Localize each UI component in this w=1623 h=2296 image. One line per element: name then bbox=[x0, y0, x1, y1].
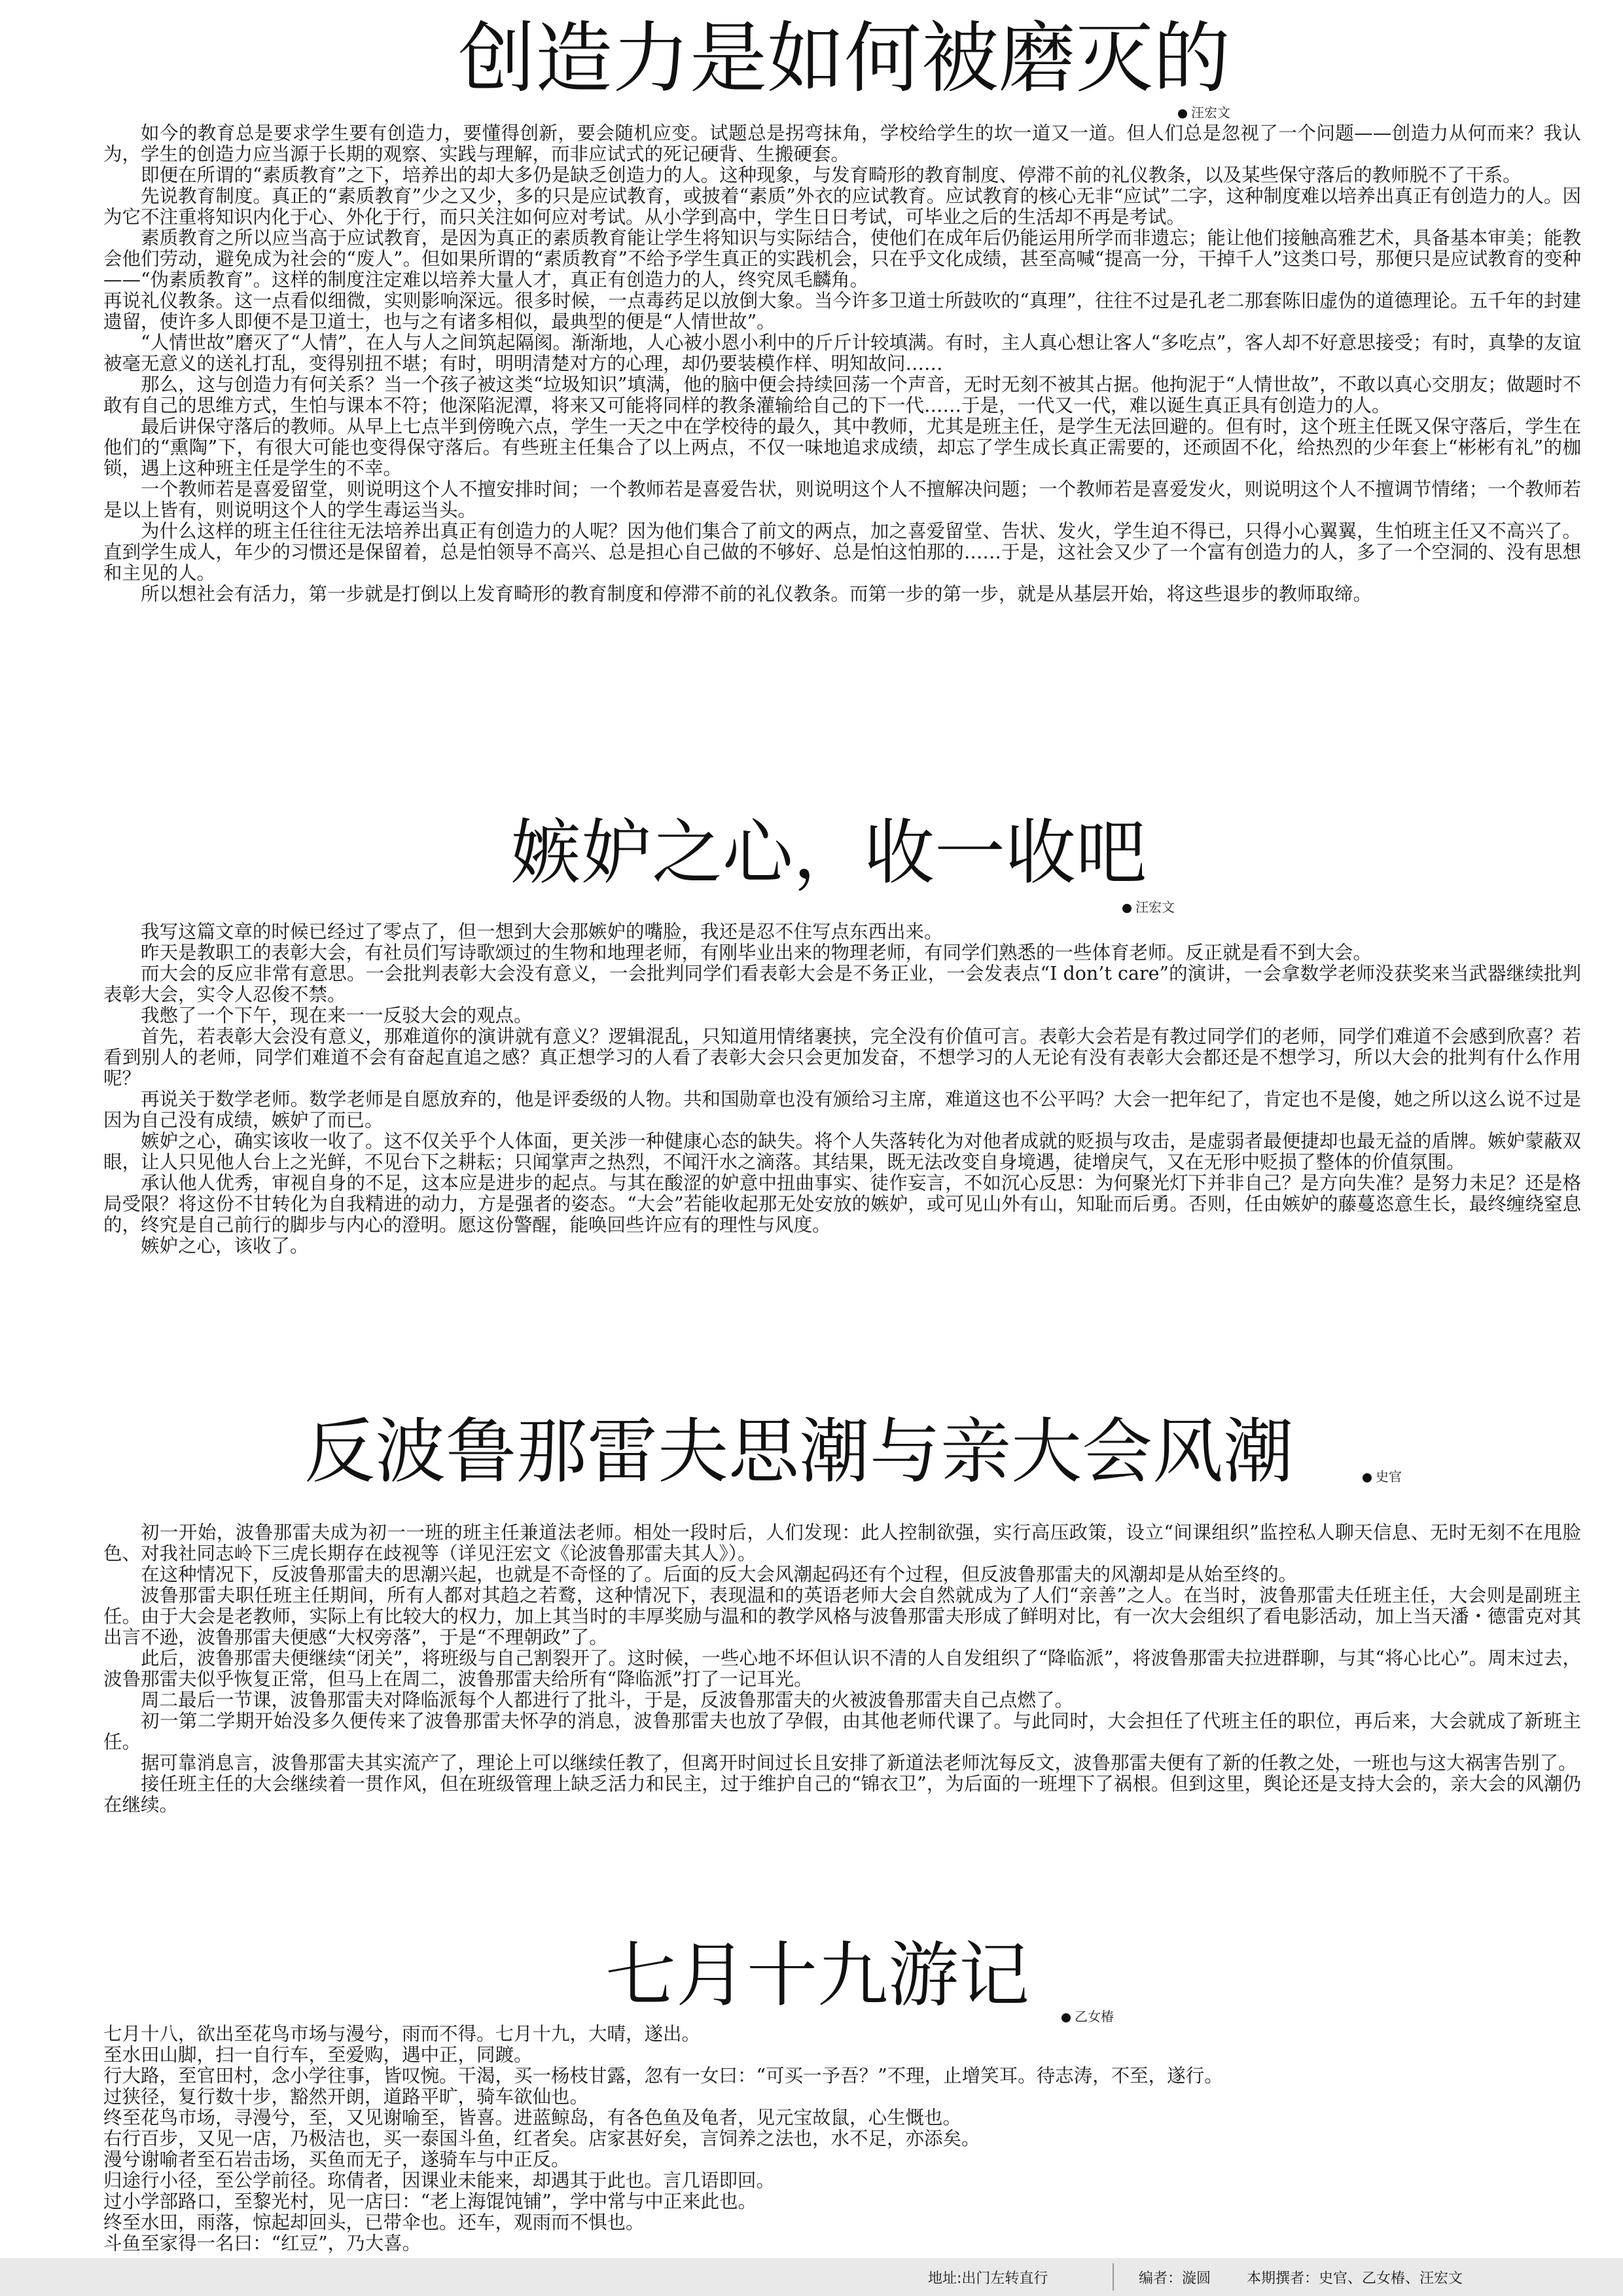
paragraph: 终至水田，雨落，惊起却回头，已带伞也。还车，观雨而不惧也。 bbox=[103, 2212, 645, 2233]
paragraph: 嫉妒之心，该收了。 bbox=[141, 1235, 309, 1257]
paragraph: 先说教育制度。真正的“素质教育”少之又少，多的只是应试教育，或披着“素质”外衣的应试教育。应试教育的核心无非“应试”二字，这种制度难以培养出真正有创造力的人。因为它不注重将知识内化于心、外化于行，而只关注如何应对考试。从小学到高中，学生日日考试，可毕业之后的生活却不再是考试。 bbox=[103, 185, 1581, 228]
article-body bbox=[103, 2024, 1581, 2254]
paragraph: 过小学部路口，至黎光村，见一店曰：“老上海馄饨铺”，学中常与中正来此也。 bbox=[103, 2191, 757, 2212]
article-body bbox=[103, 1522, 1581, 1816]
bullet-icon bbox=[1178, 109, 1187, 118]
article-byline bbox=[1061, 2006, 1114, 2025]
footer-editor: 编者：漩圆 bbox=[1139, 2270, 1211, 2287]
footer-bar bbox=[0, 2258, 1623, 2296]
paragraph: 再说礼仪教条。这一点看似细微，实则影响深远。很多时候，一点毒药足以放倒大象。当今许多卫道士所鼓吹的“真理”，往往不过是孔老二那套陈旧虚伪的道德理论。五千年的封建遗留，使许多人即便不是卫道士，也与之有诸多相似，最典型的便是“人情世故”。 bbox=[103, 290, 1581, 332]
paragraph: 嫉妒之心，确实该收一收了。这不仅关乎个人体面，更关涉一种健康心态的缺失。将个人失落转化为对他者成就的贬损与攻击，是虚弱者最便捷却也最无益的盾牌。嫉妒蒙蔽双眼，让人只见他人台上之光鲜，不见台下之耕耘；只闻掌声之热烈，不闻汗水之滴落。其结果，既无法改变自身境遇，徒增戾气，又在无形中贬损了整体的价值氛围。 bbox=[103, 1130, 1581, 1173]
paragraph: 此后，波鲁那雷夫便继续“闭关”，将班级与自己割裂开了。这时候，一些心地不坏但认识不清的人自发组织了“降临派”，将波鲁那雷夫拉进群聊，与其“将心比心”。周末过去，波鲁那雷夫似乎恢复正常，但马上在周二，波鲁那雷夫给所有“降临派”打了一记耳光。 bbox=[103, 1647, 1581, 1690]
paragraph: 周二最后一节课，波鲁那雷夫对降临派每个人都进行了批斗，于是，反波鲁那雷夫的火被波鲁那雷夫自己点燃了。 bbox=[141, 1689, 1074, 1711]
paragraph: 而大会的反应非常有意思。一会批判表彰大会没有意义，一会批判同学们看表彰大会是不务正业，一会发表点“I don’t care”的演讲，一会拿数学老师没获奖来当武器继续批判表彰大会，实令人忍俊不禁。 bbox=[103, 963, 1581, 1005]
byline-author: 汪宏文 bbox=[1135, 899, 1175, 915]
bullet-icon bbox=[1122, 904, 1132, 913]
paragraph: 据可靠消息言，波鲁那雷夫其实流产了，理论上可以继续任教了，但离开时间过长且安排了新道法老师沈每反文，波鲁那雷夫便有了新的任教之处，一班也与这大祸害告别了。 bbox=[141, 1752, 1577, 1774]
paragraph: “人情世故”磨灭了“人情”，在人与人之间筑起隔阂。渐渐地，人心被小恩小利中的斤斤计较填满。有时，主人真心想让客人“多吃点”，客人却不好意思接受；有时，真挚的友谊被毫无意义的送礼打乱，变得别扭不堪；有时，明明清楚对方的心理，却仍要装模作样、明知故问…… bbox=[103, 332, 1581, 374]
paragraph: 承认他人优秀，审视自身的不足，这本应是进步的起点。与其在酸涩的妒意中扭曲事实、徒作妄言，不如沉心反思：为何聚光灯下并非自己？是方向失准？是努力未足？还是格局受限？将这份不甘转化为自我精进的动力，方是强者的姿态。“大会”若能收起那无处安放的嫉妒，或可见山外有山，知耻而后勇。否则，任由嫉妒的藤蔓恣意生长，最终缠绕窒息的，终究是自己前行的脚步与内心的澄明。愿这份警醒，能唤回些许应有的理性与风度。 bbox=[103, 1172, 1581, 1236]
paragraph: 最后讲保守落后的教师。从早上七点半到傍晚六点，学生一天之中在学校待的最久，其中教师，尤其是班主任，是学生无法回避的。但有时，这个班主任既又保守落后，学生在他们的“熏陶”下，有很大可能也变得保守落后。有些班主任集合了以上两点，不仅一味地追求成绩，却忘了学生成长真正需要的，还顽固不化，给热烈的少年套上“彬彬有礼”的枷锁，遇上这种班主任是学生的不幸。 bbox=[103, 416, 1581, 479]
paragraph: 终至花鸟市场，寻漫兮，至，又见谢喻至，皆喜。进蓝鲸岛，有各色鱼及龟者，见元宝故鼠，心生慨也。 bbox=[103, 2107, 962, 2128]
paragraph: 即便在所谓的“素质教育”之下，培养出的却大多仍是缺乏创造力的人。这种现象，与发育畸形的教育制度、停滞不前的礼仪教条，以及某些保守落后的教师脱不了干系。 bbox=[141, 164, 1522, 186]
article-body bbox=[103, 922, 1581, 1257]
paragraph: 昨天是教职工的表彰大会，有社员们写诗歌颂过的生物和地理老师，有刚毕业出来的物理老师，有同学们熟悉的一些体育老师。反正就是看不到大会。 bbox=[141, 942, 1372, 963]
article-title: 创造力是如何被磨灭的 bbox=[458, 13, 1231, 103]
article-title: 七月十九游记 bbox=[605, 1935, 1030, 2017]
footer-address: 地址:出门左转直行 bbox=[928, 2270, 1048, 2287]
paragraph: 斗鱼至家得一名曰：“红豆”，乃大喜。 bbox=[103, 2233, 421, 2254]
footer-authors: 本期撰者：史官、乙女椿、汪宏文 bbox=[1247, 2270, 1463, 2287]
paragraph: 漫兮谢喻者至石岩击场，买鱼而无子，遂骑车与中正反。 bbox=[103, 2149, 570, 2170]
footer-divider bbox=[1113, 2263, 1114, 2291]
bullet-icon bbox=[1061, 2013, 1071, 2022]
paragraph: 所以想社会有活力，第一步就是打倒以上发育畸形的教育制度和停滞不前的礼仪教条。而第一步的第一步，就是从基层开始，将这些退步的教师取缔。 bbox=[141, 583, 1372, 605]
paragraph: 过狭径，复行数十步，豁然开朗，道路平旷，骑车欲仙也。 bbox=[103, 2086, 589, 2108]
paragraph: 如今的教育总是要求学生要有创造力，要懂得创新，要会随机应变。试题总是拐弯抹角，学校给学生的坎一道又一道。但人们总是忽视了一个问题——创造力从何而来？我认为，学生的创造力应当源于长期的观察、实践与理解，而非应试式的死记硬背、生搬硬套。 bbox=[103, 122, 1581, 165]
article-byline bbox=[1178, 102, 1230, 121]
article-title: 反波鲁那雷夫思潮与亲大会风潮 bbox=[304, 1411, 1294, 1493]
paragraph: 至水田山脚，扫一自行车，至爱购，遇中正，同踱。 bbox=[103, 2044, 533, 2066]
paragraph: 接任班主任的大会继续着一贯作风，但在班级管理上缺乏活力和民主，过于维护自己的“锦衣卫”，为后面的一班埋下了祸根。但到这里，舆论还是支持大会的，亲大会的风潮仍在继续。 bbox=[103, 1773, 1581, 1816]
paragraph: 再说关于数学老师。数学老师是自愿放弃的，他是评委级的人物。共和国勋章也没有颁给习主席，难道这也不公平吗？大会一把年纪了，肯定也不是傻，她之所以这么说不过是因为自己没有成绩，嫉妒了而已。 bbox=[103, 1088, 1581, 1131]
byline-author: 汪宏文 bbox=[1191, 105, 1230, 120]
paragraph: 我憋了一个下午，现在来一一反驳大会的观点。 bbox=[141, 1005, 533, 1026]
paragraph: 那么，这与创造力有何关系？当一个孩子被这类“垃圾知识”填满，他的脑中便会持续回荡一个声音，无时无刻不被其占据。他拘泥于“人情世故”，不敢以真心交朋友；做题时不敢有自己的思维方式，生怕与课本不符；他深陷泥潭，将来又可能将同样的教条灌输给自己的下一代……于是，一代又一代，难以诞生真正具有创造力的人。 bbox=[103, 374, 1581, 416]
paragraph: 右行百步，又见一店，乃极洁也，买一泰国斗鱼，红者矣。店家甚好矣，言饲养之法也，水不足，亦添矣。 bbox=[103, 2128, 980, 2149]
paragraph: 初一开始，波鲁那雷夫成为初一一班的班主任兼道法老师。相处一段时后，人们发现：此人控制欲强，实行高压政策，设立“间课组织”监控私人聊天信息、无时无刻不在甩脸色、对我社同志岭下三虎长期存在歧视等（详见汪宏文《论波鲁那雷夫其人》）。 bbox=[103, 1522, 1581, 1564]
paragraph: 为什么这样的班主任往往无法培养出真正有创造力的人呢？因为他们集合了前文的两点，加之喜爱留堂、告状、发火，学生迫不得已，只得小心翼翼，生怕班主任又不高兴了。直到学生成人，年少的习惯还是保留着，总是怕领导不高兴、总是担心自己做的不够好、总是怕这怕那的……于是，这社会又少了一个富有创造力的人，多了一个空洞的、没有思想和主见的人。 bbox=[103, 520, 1581, 584]
paragraph: 七月十八，欲出至花鸟市场与漫兮，雨而不得。七月十九，大晴，遂出。 bbox=[103, 2023, 701, 2045]
paragraph: 首先，若表彰大会没有意义，那难道你的演讲就有意义？逻辑混乱，只知道用情绪裹挟，完全没有价值可言。表彰大会若是有教过同学们的老师，同学们难道不会感到欣喜？若看到别人的老师，同学们难道不会有奋起直追之感？真正想学习的人看了表彰大会只会更加发奋，不想学习的人无论有没有表彰大会都还是不想学习，所以大会的批判有什么作用呢？ bbox=[103, 1026, 1581, 1089]
byline-author: 乙女椿 bbox=[1075, 2009, 1114, 2024]
bullet-icon bbox=[1363, 1473, 1372, 1482]
paragraph: 波鲁那雷夫职任班主任期间，所有人都对其趋之若鹜，这种情况下，表现温和的英语老师大会自然就成为了人们“亲善”之人。在当时，波鲁那雷夫任班主任，大会则是副班主任。由于大会是老教师，实际上有比较大的权力，加上其当时的丰厚奖励与温和的教学风格与波鲁那雷夫形成了鲜明对比，有一次大会组织了看电影活动，加上当天潘・德雷克对其出言不逊，波鲁那雷夫便感“大权旁落”，于是“不理朝政”了。 bbox=[103, 1585, 1581, 1648]
paragraph: 在这种情况下，反波鲁那雷夫的思潮兴起，也就是不奇怪的了。后面的反大会风潮起码还有个过程，但反波鲁那雷夫的风潮却是从始至终的。 bbox=[141, 1564, 1298, 1585]
article-byline bbox=[1122, 897, 1175, 916]
byline-author: 史官 bbox=[1376, 1469, 1402, 1484]
paragraph: 我写这篇文章的时候已经过了零点了，但一想到大会那嫉妒的嘴脸，我还是忍不住写点东西出来。 bbox=[141, 921, 943, 942]
paragraph: 素质教育之所以应当高于应试教育，是因为真正的素质教育能让学生将知识与实际结合，使他们在成年后仍能运用所学而非遗忘；能让他们接触高雅艺术，具备基本审美；能教会他们劳动，避免成为社会的“废人”。但如果所谓的“素质教育”不给予学生真正的实践机会，只在乎文化成绩，甚至高喊“提高一分，干掉千人”这类口号，那便只是应试教育的变种——“伪素质教育”。这样的制度注定难以培养大量人才，真正有创造力的人，终究凤毛麟角。 bbox=[103, 227, 1581, 291]
article-body bbox=[103, 123, 1581, 605]
paragraph: 归途行小径，至公学前径。珎倩者，因课业未能来，却遇其于此也。言几语即回。 bbox=[103, 2170, 776, 2191]
article-byline bbox=[1363, 1466, 1402, 1485]
paragraph: 行大路，至官田村，念小学往事，皆叹惋。干渴，买一杨枝甘露，忽有一女曰：“可买一予吾？”不理，止增笑耳。待志涛，不至，遂行。 bbox=[103, 2065, 1223, 2087]
paragraph: 初一第二学期开始没多久便传来了波鲁那雷夫怀孕的消息，波鲁那雷夫也放了孕假，由其他老师代课了。与此同时，大会担任了代班主任的职位，再后来，大会就成了新班主任。 bbox=[103, 1710, 1581, 1753]
article-title: 嫉妒之心，收一收吧 bbox=[510, 812, 1147, 894]
paragraph: 一个教师若是喜爱留堂，则说明这个人不擅安排时间；一个教师若是喜爱告状，则说明这个人不擅解决问题；一个教师若是喜爱发火，则说明这个人不擅调节情绪；一个教师若是以上皆有，则说明这个人的学生毒运当头。 bbox=[103, 478, 1581, 521]
